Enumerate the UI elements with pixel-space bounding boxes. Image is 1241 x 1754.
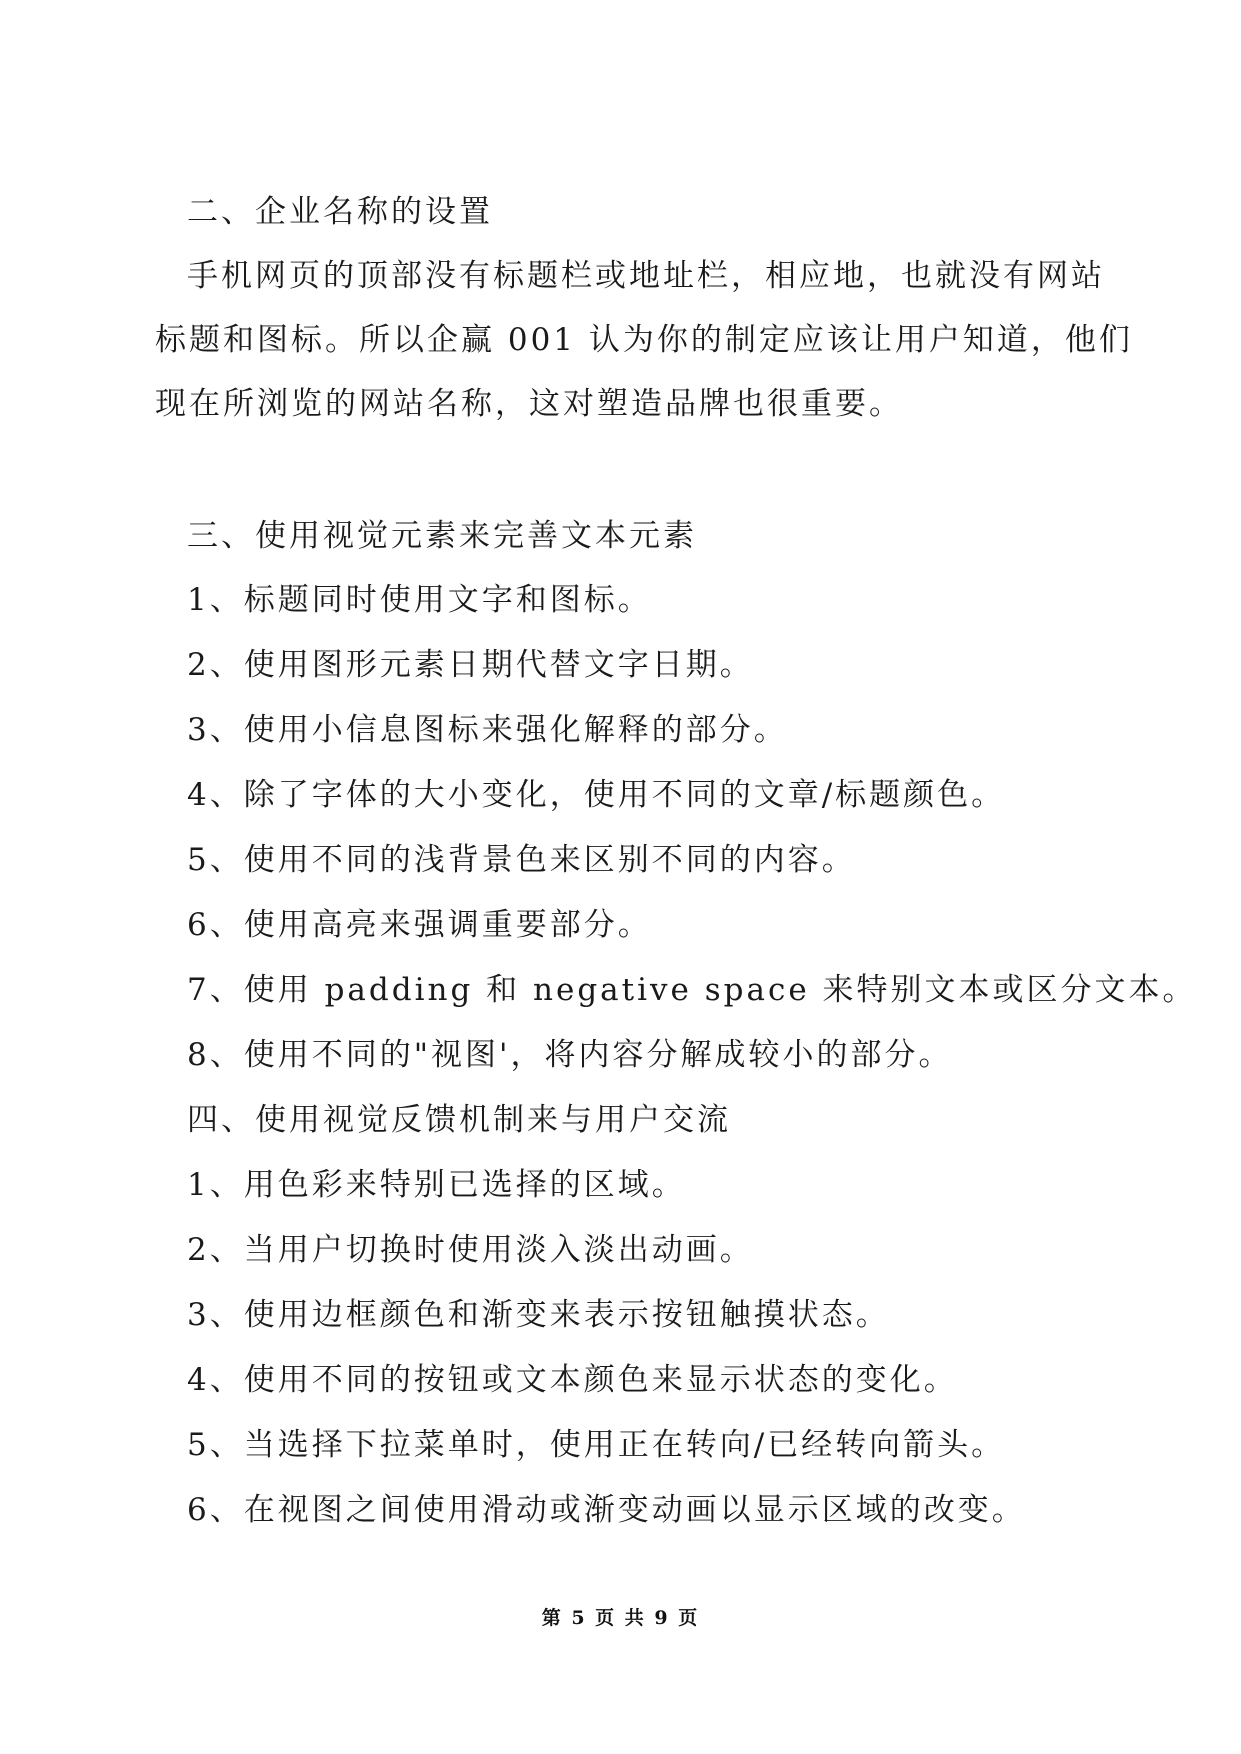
list-item: 5、当选择下拉菜单时，使用正在转向/已经转向箭头。 (187, 1427, 1006, 1463)
list-item: 5、使用不同的浅背景色来区别不同的内容。 (187, 842, 856, 878)
paragraph-line: 手机网页的顶部没有标题栏或地址栏，相应地，也就没有网站 (187, 258, 1105, 294)
list-item: 2、当用户切换时使用淡入淡出动画。 (187, 1232, 754, 1268)
list-item: 6、在视图之间使用滑动或渐变动画以显示区域的改变。 (187, 1492, 1026, 1528)
section-heading-3: 三、使用视觉元素来完善文本元素 (187, 518, 697, 554)
section-heading-4: 四、使用视觉反馈机制来与用户交流 (187, 1102, 731, 1138)
list-item: 3、使用边框颜色和渐变来表示按钮触摸状态。 (187, 1297, 890, 1333)
list-item: 7、使用 padding 和 negative space 来特别文本或区分文本。 (187, 972, 1197, 1008)
section-heading-2: 二、企业名称的设置 (187, 194, 493, 230)
list-item: 4、除了字体的大小变化，使用不同的文章/标题颜色。 (187, 777, 1006, 813)
list-item: 2、使用图形元素日期代替文字日期。 (187, 647, 754, 683)
list-item: 4、使用不同的按钮或文本颜色来显示状态的变化。 (187, 1362, 958, 1398)
paragraph-line: 现在所浏览的网站名称，这对塑造品牌也很重要。 (155, 386, 903, 422)
list-item: 6、使用高亮来强调重要部分。 (187, 907, 652, 943)
page-number-footer: 第 5 页 共 9 页 (541, 1607, 700, 1629)
list-item: 1、用色彩来特别已选择的区域。 (187, 1167, 686, 1203)
list-item: 3、使用小信息图标来强化解释的部分。 (187, 712, 788, 748)
paragraph-line: 标题和图标。所以企赢 001 认为你的制定应该让用户知道，他们 (155, 322, 1133, 358)
list-item: 1、标题同时使用文字和图标。 (187, 582, 652, 618)
list-item: 8、使用不同的"视图'，将内容分解成较小的部分。 (187, 1037, 953, 1073)
